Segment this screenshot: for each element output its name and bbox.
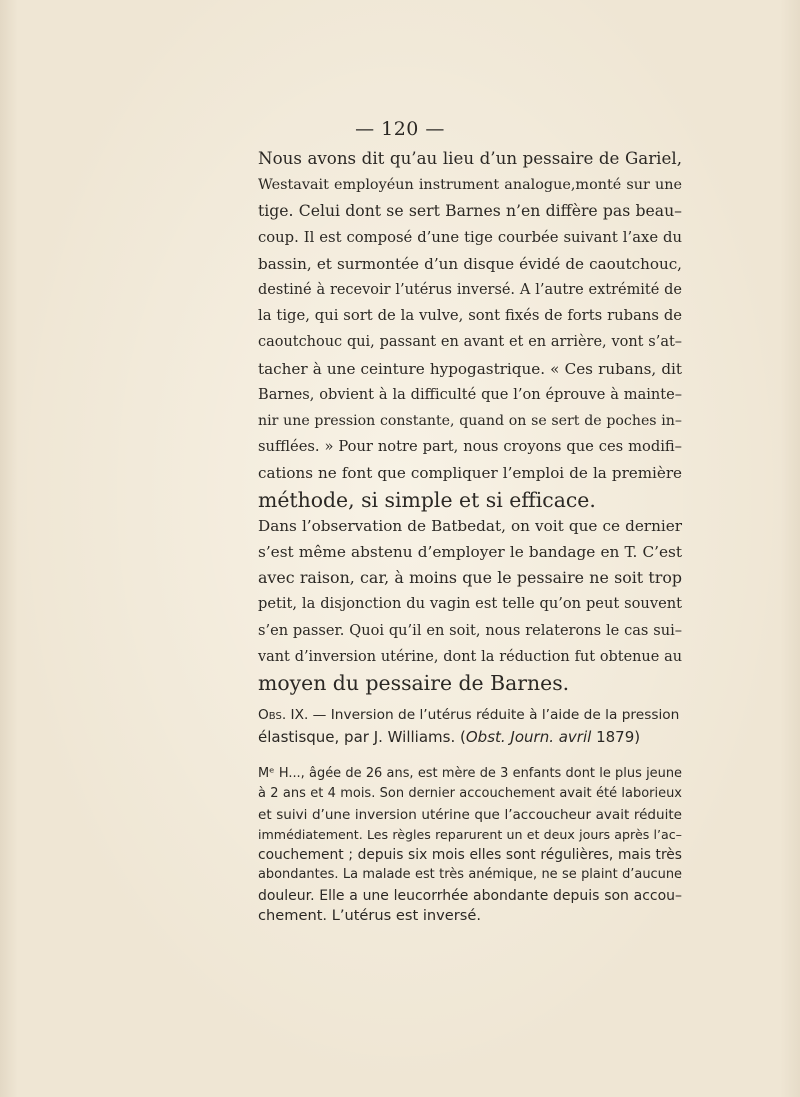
- text-line: nir une pression constante, quand on se sert de poches in–: [258, 413, 682, 430]
- observation-line: et suivi d’une inversion utérine que l’accoucheur avait réduite: [258, 806, 682, 823]
- paragraph-2: [258, 513, 682, 696]
- text-line: s’en passer. Quoi qu’il en soit, nous relaterons le cas sui–: [258, 621, 682, 639]
- text-line: avec raison, car, à moins que le pessaire ne soit trop: [258, 568, 682, 588]
- observation-source: Obst. Journ. avril: [465, 728, 592, 746]
- observation-body: [258, 764, 682, 926]
- text-line: Nous avons dit qu’au lieu d’un pessaire de Gariel,: [258, 149, 682, 168]
- observation-title: [258, 704, 682, 748]
- observation-title-line-1: [258, 704, 682, 726]
- text-line: destiné à recevoir l’utérus inversé. A l’autre extrémité de: [258, 282, 682, 299]
- text-line: vant d’inversion utérine, dont la réduction fut obtenue au: [258, 648, 682, 665]
- text-line: sufflées. » Pour notre part, nous croyons que ces modifi–: [258, 438, 682, 456]
- text-line: caoutchouc qui, passant en avant et en arrière, vont s’at–: [258, 334, 682, 351]
- observation-line: abondantes. La malade est très anémique, ne se plaint d’aucune: [258, 867, 682, 883]
- observation-line: à 2 ans et 4 mois. Son dernier accouchement avait été laborieux: [258, 786, 682, 802]
- observation-line: couchement ; depuis six mois elles sont régulières, mais très: [258, 847, 682, 864]
- observation-title-text-2: élastisque, par J. Williams. (: [258, 728, 466, 746]
- text-line: Dans l’observation de Batbedat, on voit que ce dernier: [258, 516, 682, 535]
- main-text: [258, 146, 682, 696]
- observation-line: douleur. Elle a une leucorrhée abondante depuis son accou–: [258, 887, 682, 904]
- text-line: méthode, si simple et si efficace.: [258, 487, 596, 512]
- paragraph-1: [258, 146, 682, 513]
- page-number: — 120 —: [355, 118, 445, 140]
- observation-title-line-2: [258, 726, 682, 748]
- observation-title-text: — Inversion de l’utérus réduite à l’aide de la pression: [308, 707, 680, 723]
- text-line: petit, la disjonction du vagin est telle qu’on peut souvent: [258, 595, 682, 613]
- text-line: bassin, et surmontée d’un disque évidé de caoutchouc,: [258, 254, 682, 273]
- observation-label: Obs. IX.: [258, 707, 309, 723]
- text-line: cations ne font que compliquer l’emploi de la première: [258, 464, 682, 483]
- observation-line: immédiatement. Les règles reparurent un et deux jours après l’ac–: [258, 826, 682, 842]
- text-line: coup. Il est composé d’une tige courbée suivant l’axe du: [258, 228, 682, 246]
- text-line: la tige, qui sort de la vulve, sont fixés de forts rubans de: [258, 307, 682, 325]
- text-line: s’est même abstenu d’employer le bandage en T. C’est: [258, 543, 682, 562]
- text-line: moyen du pessaire de Barnes.: [258, 671, 570, 696]
- text-line: Barnes, obvient à la difficulté que l’on éprouve à mainte–: [258, 385, 682, 403]
- text-line: tacher à une ceinture hypogastrique. « Ces rubans, dit: [258, 359, 682, 378]
- observation-line: chement. L’utérus est inversé.: [258, 907, 481, 925]
- text-line: Westavait employéun instrument analogue,monté sur une: [258, 177, 682, 194]
- observation-line: Mᵉ H..., âgée de 26 ans, est mère de 3 enfants dont le plus jeune: [258, 766, 682, 781]
- text-line: tige. Celui dont se sert Barnes n’en diffère pas beau–: [258, 201, 682, 221]
- observation-year: 1879): [591, 728, 641, 746]
